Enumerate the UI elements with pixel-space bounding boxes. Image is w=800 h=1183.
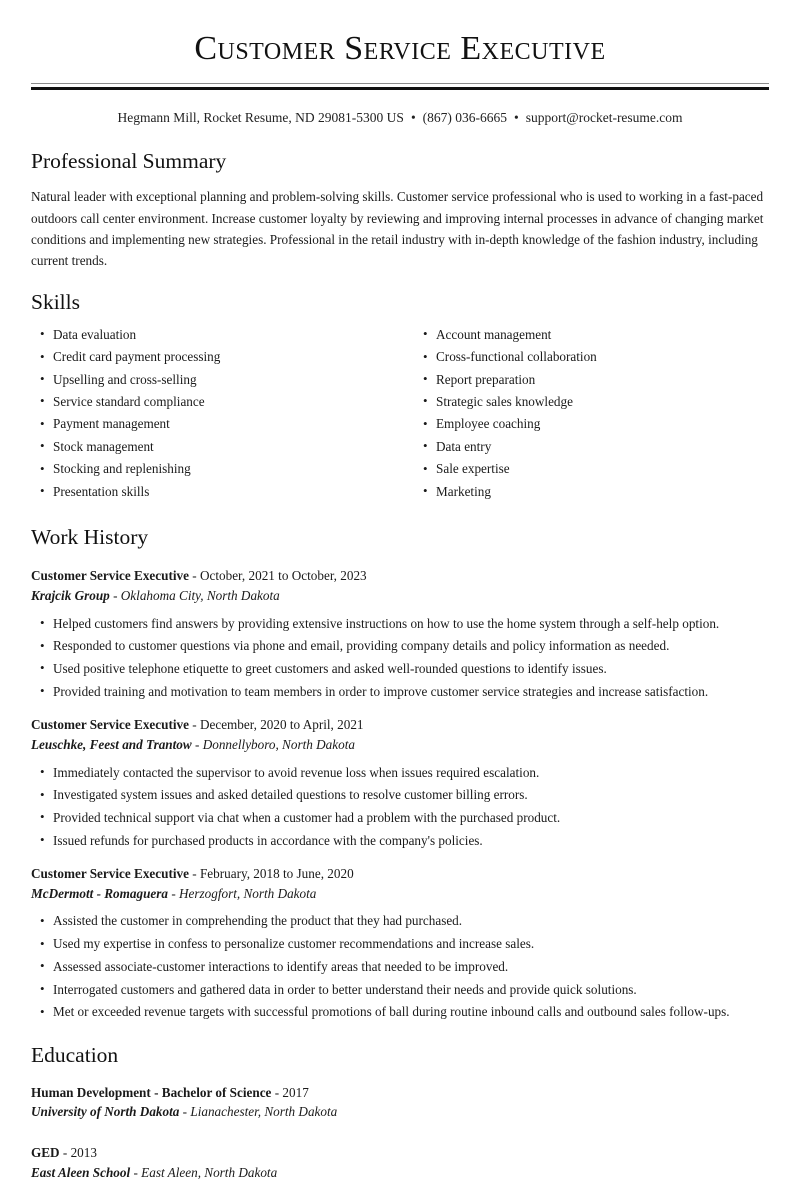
education-degree-line — [31, 1143, 769, 1163]
job-title: Customer Service Executive — [31, 865, 189, 881]
education-school: University of North Dakota — [31, 1104, 180, 1120]
education-school-line — [31, 1163, 769, 1183]
job-separator: - — [171, 885, 176, 901]
list-item: • Used my expertise in confess to personalize customer recommendations and increase sales. — [31, 935, 769, 953]
job-bullets — [31, 912, 769, 1021]
job-location: Herzogfort, North Dakota — [179, 885, 317, 901]
education-location: Lianachester, North Dakota — [190, 1104, 338, 1120]
list-item: • Marketing — [414, 483, 769, 501]
job-separator: - — [192, 567, 197, 583]
list-item: • Data entry — [414, 438, 769, 456]
contact-separator-2: • — [514, 109, 519, 125]
contact-email[interactable]: support@rocket-resume.com — [525, 109, 683, 125]
education-degree-line — [31, 1083, 769, 1103]
education-separator: - — [62, 1145, 68, 1161]
section-heading-work-history: Work History — [31, 525, 149, 550]
job-title-line — [31, 715, 769, 735]
job-separator: - — [195, 736, 200, 752]
skills-columns — [31, 326, 769, 505]
list-item: • Service standard compliance — [31, 393, 400, 411]
education-separator: - — [182, 1104, 188, 1120]
contact-line — [31, 109, 769, 128]
job-company: Leuschke, Feest and Trantow — [31, 736, 192, 752]
education-location: East Aleen, North Dakota — [141, 1164, 278, 1180]
list-item: • Credit card payment processing — [31, 348, 400, 366]
job-bullets — [31, 615, 769, 701]
list-item: • Data evaluation — [31, 326, 400, 344]
job-title: Customer Service Executive — [31, 716, 189, 732]
job-dates: December, 2020 to April, 2021 — [199, 716, 364, 732]
section-heading-skills: Skills — [31, 289, 80, 314]
contact-phone: (867) 036-6665 — [422, 109, 508, 125]
section-heading-professional-summary: Professional Summary — [31, 149, 227, 174]
education-school-line — [31, 1102, 769, 1122]
education-degree: GED — [31, 1145, 60, 1161]
job-separator: - — [192, 865, 197, 881]
list-item: • Presentation skills — [31, 483, 400, 501]
job-company: McDermott - Romaguera — [31, 885, 169, 901]
list-item: • Provided technical support via chat when a customer had a problem with the purchased product. — [31, 809, 769, 827]
work-history-entry — [31, 715, 769, 850]
job-company: Krajcik Group — [31, 587, 110, 603]
education-separator: - — [274, 1084, 280, 1100]
list-item: • Investigated system issues and asked detailed questions to resolve customer billing errors. — [31, 786, 769, 804]
list-item: • Report preparation — [414, 371, 769, 389]
skills-column-left — [31, 326, 400, 505]
list-item: • Strategic sales knowledge — [414, 393, 769, 411]
education-year: 2013 — [70, 1145, 97, 1161]
list-item: • Responded to customer questions via phone and email, providing company details and policy information as needed. — [31, 637, 769, 655]
page-title: Customer Service Executive — [194, 30, 606, 67]
skills-list-right — [414, 326, 769, 501]
work-history-entry — [31, 566, 769, 701]
list-item: • Sale expertise — [414, 460, 769, 478]
list-item: • Used positive telephone etiquette to greet customers and asked well-rounded questions to identify issues. — [31, 660, 769, 678]
job-dates: February, 2018 to June, 2020 — [199, 865, 354, 881]
list-item: • Assisted the customer in comprehending the product that they had purchased. — [31, 912, 769, 930]
contact-separator-1: • — [410, 109, 416, 125]
education-year: 2017 — [282, 1084, 309, 1100]
job-title-line — [31, 864, 769, 884]
list-item: • Payment management — [31, 415, 400, 433]
job-title-line — [31, 566, 769, 586]
education-separator: - — [133, 1164, 138, 1180]
job-bullets — [31, 764, 769, 850]
job-company-line — [31, 586, 769, 606]
list-item: • Assessed associate-customer interactions to identify areas that needed to be improved. — [31, 958, 769, 976]
section-heading-education: Education — [31, 1042, 119, 1067]
divider-thick-line — [31, 87, 769, 90]
list-item: • Stocking and replenishing — [31, 460, 400, 478]
job-title: Customer Service Executive — [31, 567, 189, 583]
professional-summary-text: Natural leader with exceptional planning and problem-solving skills. Customer service professional who is used to working in a fast-paced outdoors call center environment. Increase customer loyalty by reviewing and improving internal processes in advance of changing market conditions and implementing new strategies. Professional in the retail industry with in-depth knowledge of the fashion industry, including current trends. — [31, 189, 764, 269]
education-degree: Human Development - Bachelor of Science — [31, 1084, 272, 1100]
list-item: • Interrogated customers and gathered data in order to better understand their needs and provide quick solutions. — [31, 981, 769, 999]
job-separator: - — [113, 587, 118, 603]
job-location: Donnellyboro, North Dakota — [202, 736, 355, 752]
list-item: • Account management — [414, 326, 769, 344]
job-company-line — [31, 735, 769, 755]
skills-list-left — [31, 326, 400, 501]
list-item: • Immediately contacted the supervisor to avoid revenue loss when issues required escalation. — [31, 764, 769, 782]
contact-address: Hegmann Mill, Rocket Resume, ND 29081-5300 US — [117, 109, 404, 125]
job-company-line — [31, 884, 769, 904]
job-dates: October, 2021 to October, 2023 — [199, 567, 367, 583]
list-item: • Upselling and cross-selling — [31, 371, 400, 389]
work-history-entry — [31, 864, 769, 1022]
list-item: • Employee coaching — [414, 415, 769, 433]
list-item: • Provided training and motivation to team members in order to improve customer service strategies and increase satisfaction. — [31, 683, 769, 701]
list-item: • Stock management — [31, 438, 400, 456]
education-entry — [31, 1083, 769, 1123]
job-separator: - — [192, 716, 197, 732]
education-school: East Aleen School — [31, 1164, 131, 1180]
list-item: • Helped customers find answers by providing extensive instructions on how to use the home system through a self-help option. — [31, 615, 769, 633]
education-entry — [31, 1143, 769, 1183]
skills-column-right — [400, 326, 769, 505]
list-item: • Met or exceeded revenue targets with successful promotions of ball during routine inbound calls and outbound sales follow-ups. — [31, 1003, 769, 1021]
header-divider — [31, 83, 769, 90]
list-item: • Issued refunds for purchased products in accordance with the company's policies. — [31, 832, 769, 850]
job-location: Oklahoma City, North Dakota — [120, 587, 280, 603]
list-item: • Cross-functional collaboration — [414, 348, 769, 366]
